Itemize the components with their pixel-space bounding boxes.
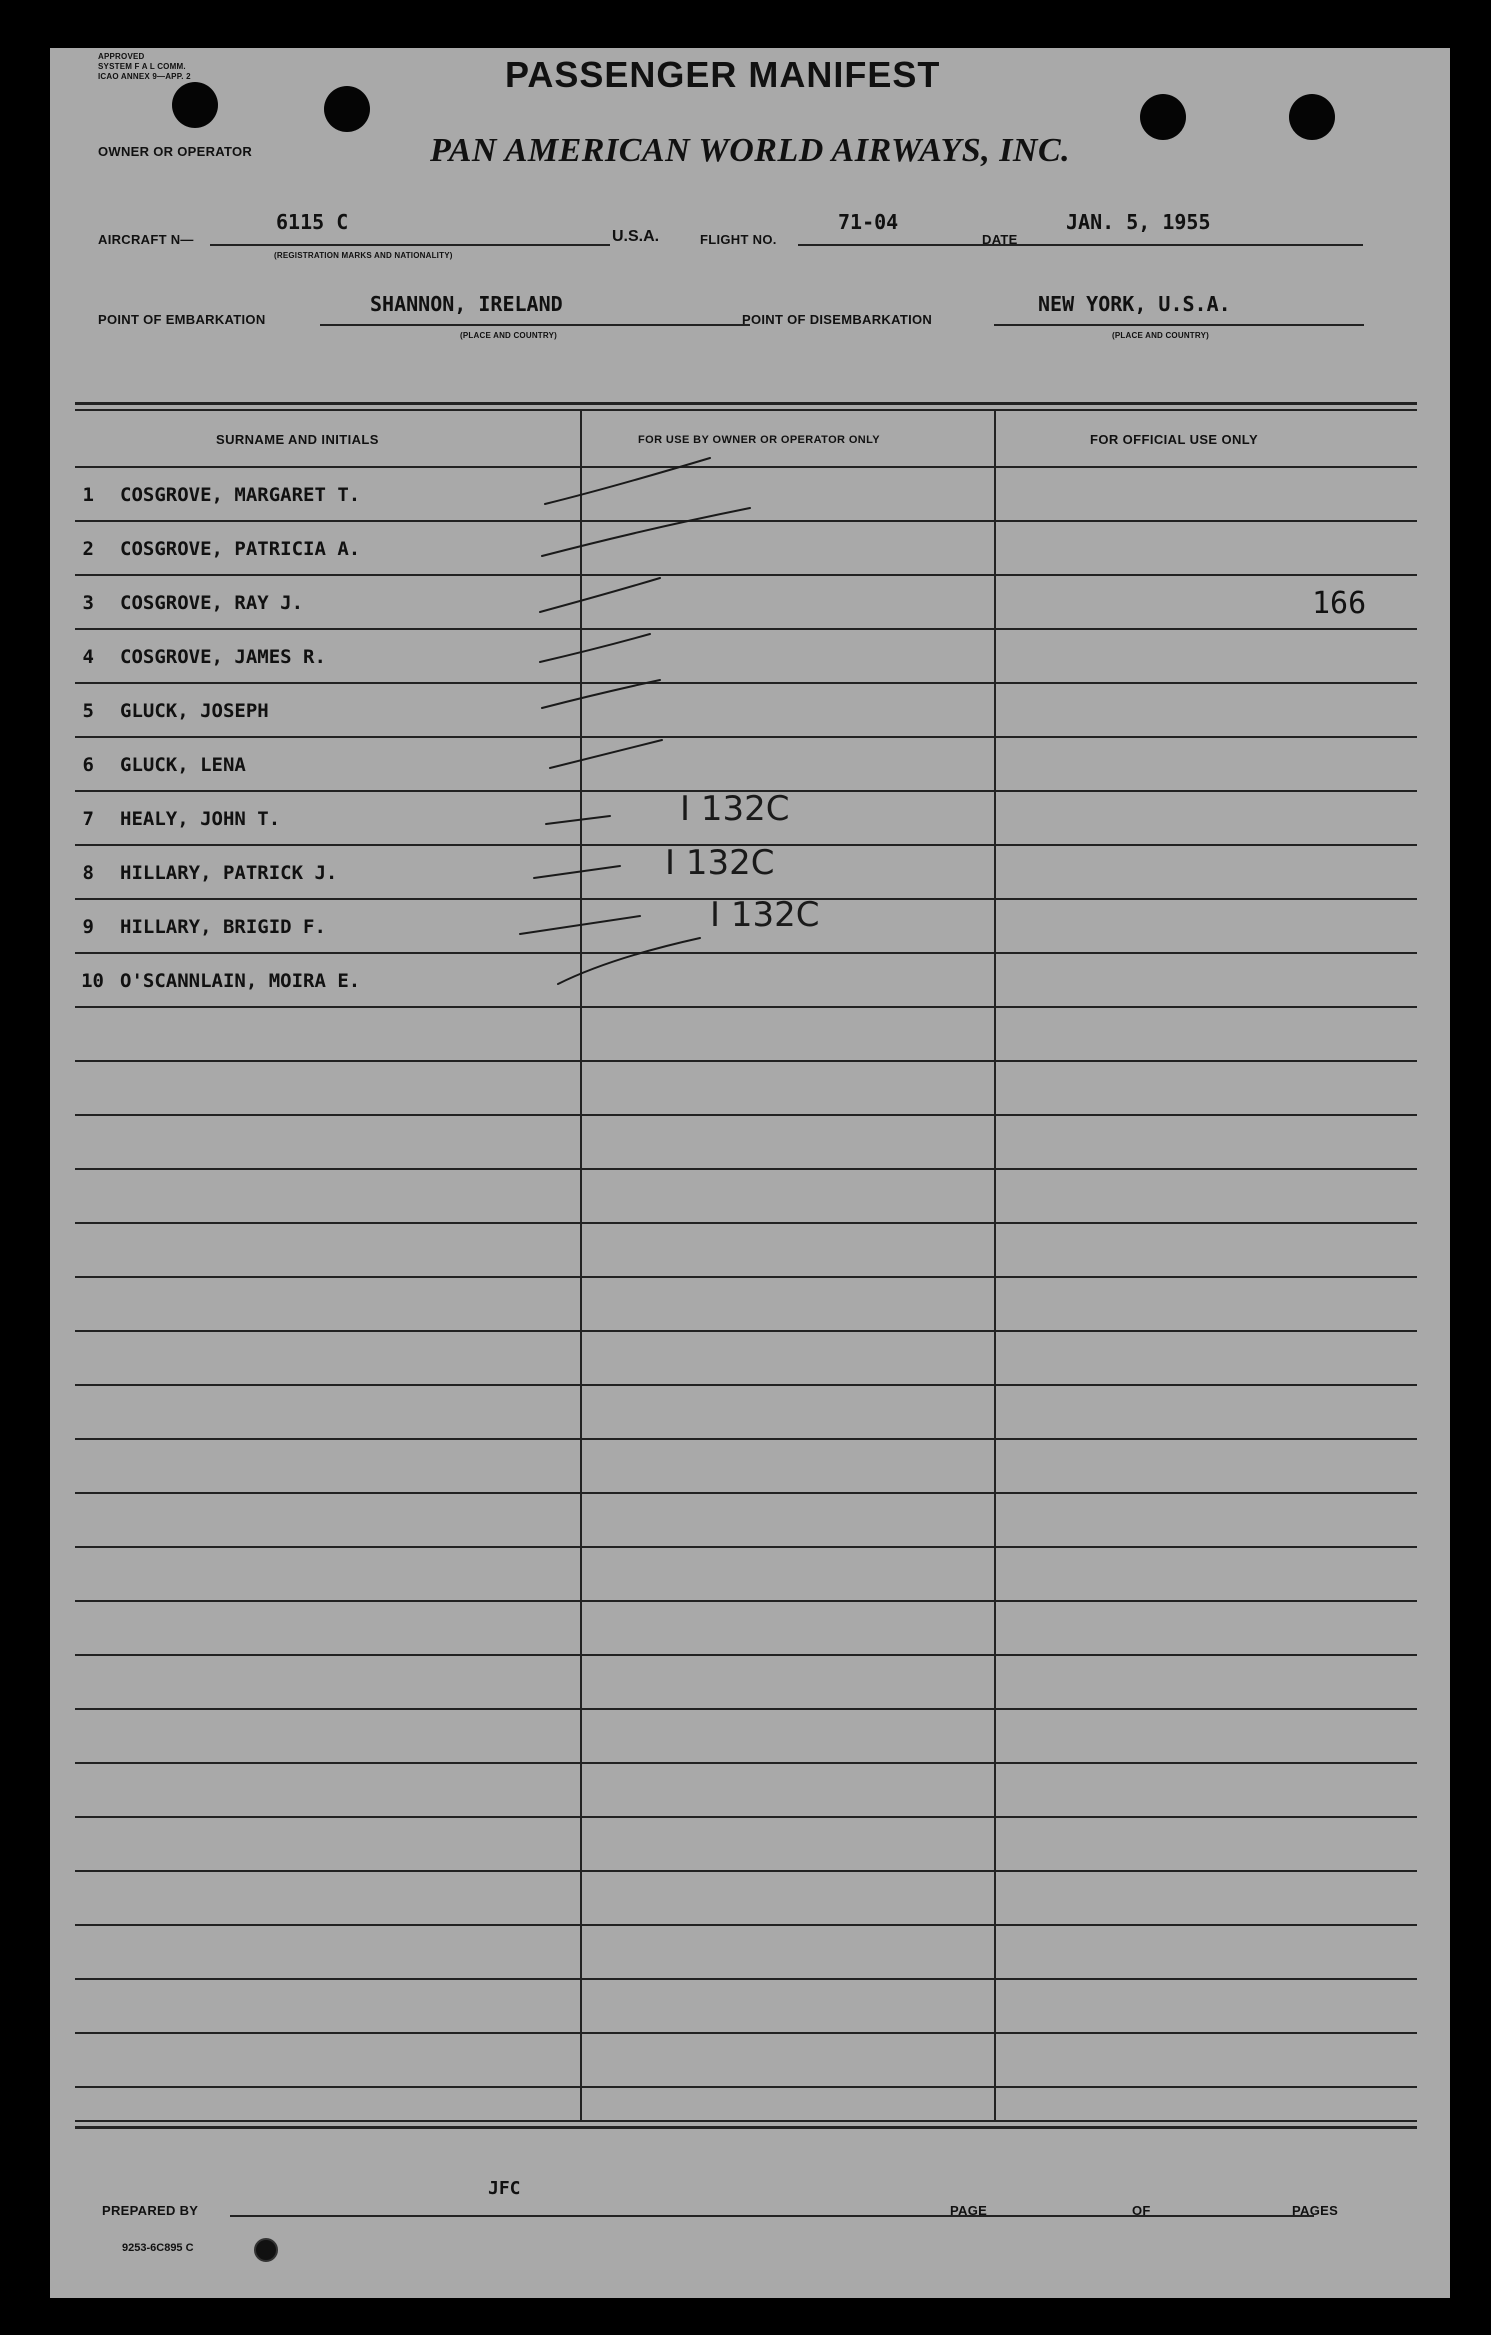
pages-label: PAGES <box>1292 2203 1339 2218</box>
prepared-by-underline <box>230 2215 1000 2217</box>
prepared-by-label: PREPARED BY <box>102 2203 199 2218</box>
row-number: 1 <box>82 484 94 506</box>
passenger-name: COSGROVE, MARGARET T. <box>120 484 361 506</box>
page-underline <box>996 2215 1181 2217</box>
check-mark <box>534 866 620 878</box>
passenger-name: HILLARY, PATRICK J. <box>120 862 338 884</box>
of-label: OF <box>1132 2203 1151 2218</box>
passenger-name: O'SCANNLAIN, MOIRA E. <box>120 970 361 992</box>
column-header-operator: FOR USE BY OWNER OR OPERATOR ONLY <box>638 434 880 446</box>
approval-line-1: APPROVED <box>98 52 145 61</box>
table-bottom-rule <box>75 2120 1417 2122</box>
check-mark <box>542 680 660 708</box>
operator-code: I 132C <box>680 789 790 829</box>
embarkation-value: SHANNON, IRELAND <box>370 292 563 316</box>
row-number: 4 <box>82 646 94 668</box>
flight-value: 71-04 <box>838 210 899 234</box>
prepared-by-value: JFC <box>488 2178 521 2199</box>
approval-line-3: ICAO ANNEX 9—APP. 2 <box>98 72 191 81</box>
check-mark <box>558 938 700 984</box>
row-number: 5 <box>82 700 94 722</box>
aircraft-label: AIRCRAFT N— <box>98 232 194 247</box>
of-underline <box>1158 2215 1314 2217</box>
date-value: JAN. 5, 1955 <box>1066 210 1211 234</box>
owner-value: PAN AMERICAN WORLD AIRWAYS, INC. <box>430 132 1071 169</box>
page-title: PASSENGER MANIFEST <box>505 54 941 95</box>
disembarkation-sublabel: (PLACE AND COUNTRY) <box>1112 331 1209 340</box>
check-mark <box>550 740 662 768</box>
passenger-name: HILLARY, BRIGID F. <box>120 916 326 938</box>
aircraft-sublabel: (REGISTRATION MARKS AND NATIONALITY) <box>274 251 453 260</box>
operator-code: I 132C <box>665 843 775 883</box>
passenger-name: COSGROVE, RAY J. <box>120 592 304 614</box>
usa-label: U.S.A. <box>612 228 660 245</box>
page-label: PAGE <box>950 2203 988 2218</box>
approval-line-2: SYSTEM F A L COMM. <box>98 62 186 71</box>
owner-label: OWNER OR OPERATOR <box>98 144 253 159</box>
union-label-icon <box>254 2238 278 2262</box>
row-number: 2 <box>82 538 94 560</box>
column-header-official: FOR OFFICIAL USE ONLY <box>1090 432 1259 447</box>
check-mark <box>520 916 640 934</box>
passenger-name: HEALY, JOHN T. <box>120 808 281 830</box>
row-number: 3 <box>82 592 94 614</box>
row-number: 9 <box>82 916 94 938</box>
check-mark <box>540 634 650 662</box>
check-mark <box>546 816 610 824</box>
passenger-name: COSGROVE, PATRICIA A. <box>120 538 361 560</box>
manifest-sheet <box>50 48 1450 2298</box>
check-mark <box>542 508 750 556</box>
aircraft-value: 6115 C <box>276 210 349 234</box>
disembarkation-label: POINT OF DISEMBARKATION <box>742 312 933 327</box>
table-bottom-rule-2 <box>75 2126 1417 2129</box>
row-number: 7 <box>82 808 94 830</box>
embarkation-sublabel: (PLACE AND COUNTRY) <box>460 331 557 340</box>
row-number: 10 <box>81 970 104 992</box>
official-code: 166 <box>1312 586 1367 621</box>
column-header-surname: SURNAME AND INITIALS <box>216 432 379 447</box>
passenger-name: GLUCK, LENA <box>120 754 246 776</box>
operator-code: I 132C <box>710 895 820 935</box>
embarkation-label: POINT OF EMBARKATION <box>98 312 266 327</box>
passenger-name: GLUCK, JOSEPH <box>120 700 269 722</box>
check-mark <box>545 458 710 504</box>
disembarkation-value: NEW YORK, U.S.A. <box>1038 292 1231 316</box>
form-code: 9253-6C895 C <box>122 2242 194 2254</box>
check-mark <box>540 578 660 612</box>
handwritten-marks <box>50 48 1450 2298</box>
row-number: 6 <box>82 754 94 776</box>
passenger-name: COSGROVE, JAMES R. <box>120 646 326 668</box>
row-number: 8 <box>82 862 94 884</box>
date-label: DATE <box>982 232 1018 247</box>
flight-label: FLIGHT NO. <box>700 232 777 247</box>
